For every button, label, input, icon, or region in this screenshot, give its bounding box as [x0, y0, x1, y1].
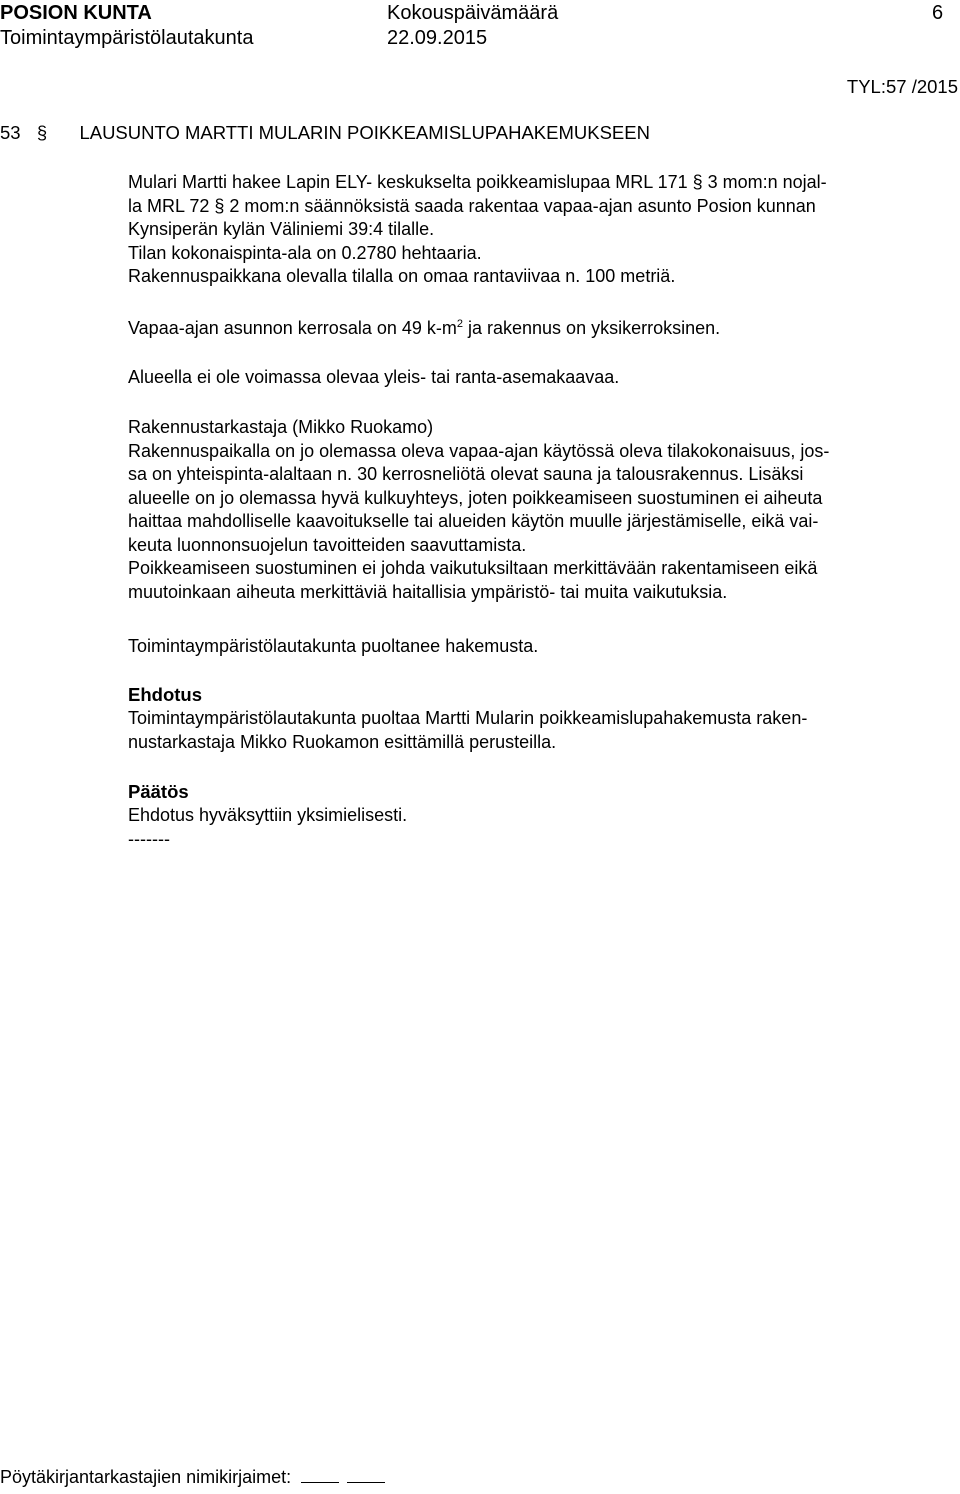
- intro-line: Mulari Martti hakee Lapin ELY- keskukselta poikkeamislupaa MRL 171 § 3 mom:n nojal-: [128, 172, 827, 192]
- intro-line: Tilan kokonaispinta-ala on 0.2780 hehtaaria.: [128, 242, 482, 263]
- section-number: 53: [0, 122, 21, 143]
- inspector-statement: [128, 416, 952, 604]
- inspector-line: Poikkeamiseen suostuminen ei johda vaikutuksiltaan merkittävään rakentamiseen eikä: [128, 558, 818, 578]
- floor-area-line: [128, 317, 952, 341]
- decision-heading: Päätös: [128, 781, 189, 802]
- initials-blank: [347, 1468, 385, 1483]
- intro-paragraph: [128, 171, 952, 289]
- decision-text: Ehdotus hyväksyttiin yksimielisesti.: [128, 805, 408, 825]
- org-name: POSION KUNTA: [0, 2, 152, 24]
- superscript: 2: [456, 318, 463, 330]
- floor-area-paragraph: [128, 317, 952, 341]
- intro-line: Kynsiperän kylän Väliniemi 39:4 tilalle.: [128, 219, 435, 239]
- meeting-date: 22.09.2015: [387, 27, 488, 49]
- committee-statement: [128, 635, 952, 659]
- initials-blank: [301, 1468, 339, 1483]
- decision-separator: -------: [128, 828, 170, 849]
- inspector-line: alueelle on jo olemassa hyvä kulkuyhteys, joten poikkeamiseen suostuminen ei aiheuta: [128, 487, 823, 508]
- inspector-line: keuta luonnonsuojelun tavoitteiden saavuttamista.: [128, 534, 527, 555]
- zoning-paragraph: [128, 366, 952, 390]
- proposal-line: Toimintaympäristölautakunta puoltaa Martti Mularin poikkeamislupahakemusta raken-: [128, 708, 808, 728]
- reference-code: TYL:57 /2015: [846, 76, 958, 97]
- inspector-line: Rakennuspaikalla on jo olemassa oleva vapaa-ajan käytössä oleva tilakokonaisuus, jos-: [128, 440, 830, 461]
- date-label: Kokouspäivämäärä: [387, 2, 559, 24]
- intro-line: Rakennuspaikkana olevalla tilalla on omaa rantaviivaa n. 100 metriä.: [128, 266, 676, 286]
- committee-statement-line: Toimintaympäristölautakunta puoltanee hakemusta.: [128, 636, 539, 656]
- initials-label: Pöytäkirjantarkastajien nimikirjaimet:: [0, 1467, 292, 1487]
- proposal-line: nustarkastaja Mikko Ruokamon esittämillä perusteilla.: [128, 731, 557, 752]
- floor-area-text-end: ja rakennus on yksikerroksinen.: [463, 318, 721, 338]
- page-number: 6: [932, 2, 944, 24]
- floor-area-text: Vapaa-ajan asunnon kerrosala on 49 k-m: [128, 318, 457, 338]
- proposal-section: [128, 683, 952, 754]
- committee-name: Toimintaympäristölautakunta: [0, 27, 254, 49]
- zoning-line: Alueella ei ole voimassa olevaa yleis- tai ranta-asemakaavaa.: [128, 367, 620, 387]
- section-heading: [0, 121, 650, 145]
- inspector-line: haittaa mahdolliselle kaavoitukselle tai alueiden käytön muulle järjestämiselle, eikä vai-: [128, 511, 819, 531]
- decision-section: [128, 780, 952, 851]
- inspector-title: Rakennustarkastaja (Mikko Ruokamo): [128, 417, 434, 437]
- inspector-line: muutoinkaan aiheuta merkittäviä haitallisia ympäristö- tai muita vaikutuksia.: [128, 581, 728, 602]
- proposal-heading: Ehdotus: [128, 684, 202, 705]
- footer-initials: [0, 1466, 385, 1489]
- section-title: LAUSUNTO MARTTI MULARIN POIKKEAMISLUPAHAKEMUKSEEN: [79, 122, 650, 143]
- section-symbol: §: [36, 122, 48, 143]
- inspector-line: sa on yhteispinta-alaltaan n. 30 kerrosneliötä olevat sauna ja talousrakennus. Lisäksi: [128, 464, 804, 484]
- intro-line: la MRL 72 § 2 mom:n säännöksistä saada rakentaa vapaa-ajan asunto Posion kunnan: [128, 195, 816, 216]
